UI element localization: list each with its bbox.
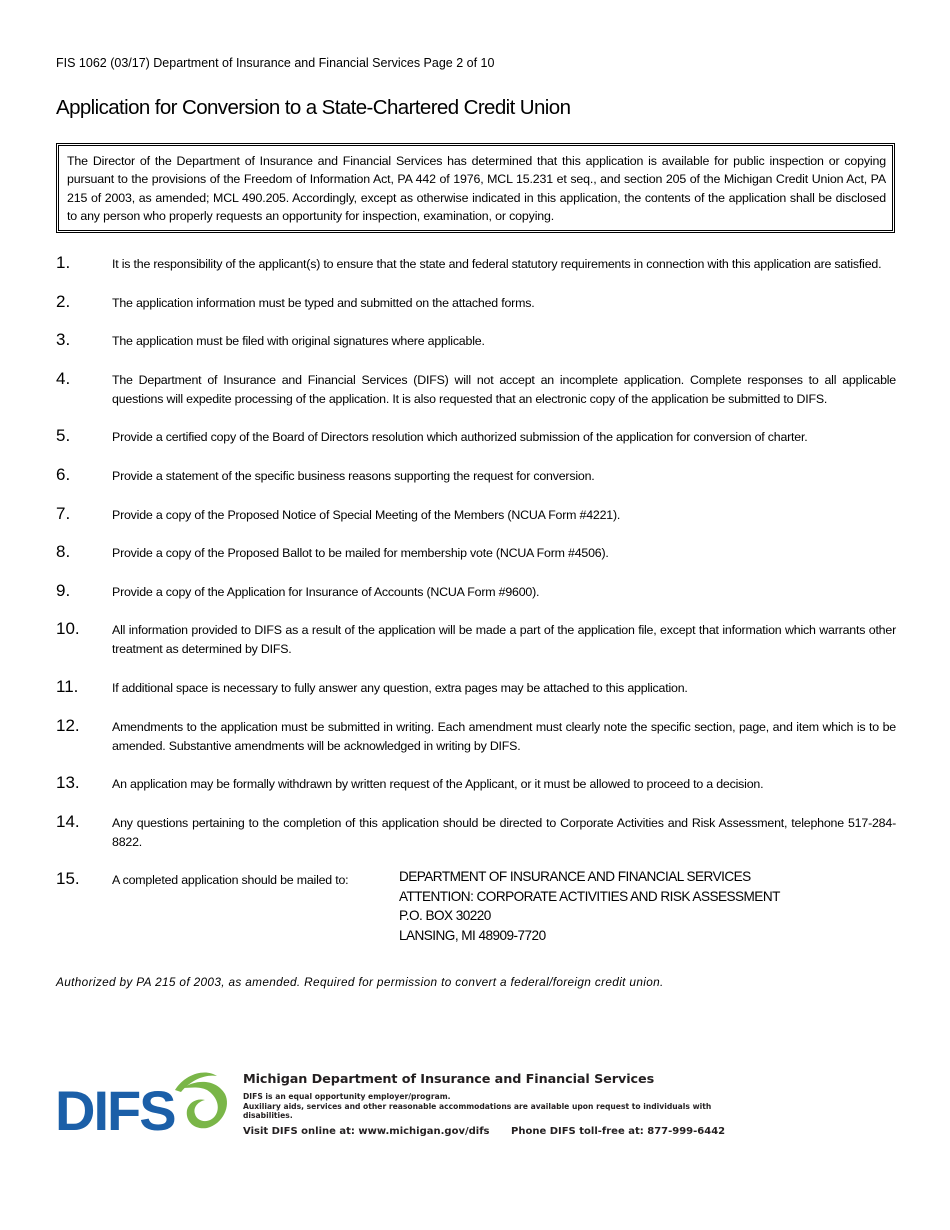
authorization-note: Authorized by PA 215 of 2003, as amended. Required for permission to convert a federal/foreign credit union. bbox=[56, 975, 664, 989]
item-number: 7. bbox=[56, 503, 71, 523]
item-number: 11. bbox=[56, 676, 79, 696]
list-item bbox=[56, 581, 896, 602]
list-item bbox=[56, 677, 896, 698]
logo-wordmark: DIFS bbox=[55, 1079, 175, 1136]
footer-heading: Michigan Department of Insurance and Financial Services bbox=[243, 1072, 655, 1087]
item-number: 6. bbox=[56, 464, 71, 484]
footer-phone: Phone DIFS toll-free at: 877-999-6442 bbox=[511, 1125, 726, 1137]
item-number: 9. bbox=[56, 580, 71, 600]
list-item-mailing bbox=[56, 869, 896, 945]
item-text: If additional space is necessary to fully answer any question, extra pages may be attached to this application. bbox=[112, 680, 688, 695]
list-item bbox=[56, 542, 896, 563]
list-item bbox=[56, 504, 896, 525]
list-item bbox=[56, 330, 896, 351]
address-line: DEPARTMENT OF INSURANCE AND FINANCIAL SERVICES bbox=[399, 869, 751, 885]
footer bbox=[55, 1066, 755, 1136]
page-title: Application for Conversion to a State-Chartered Credit Union bbox=[56, 96, 571, 119]
footer-text bbox=[243, 1072, 755, 1137]
item-text: The application information must be typed and submitted on the attached forms. bbox=[112, 295, 535, 310]
item-text: Provide a certified copy of the Board of Directors resolution which authorized submission of the application for conversion of charter. bbox=[112, 430, 808, 445]
item-number: 15. bbox=[56, 869, 80, 889]
item-text: It is the responsibility of the applicant(s) to ensure that the state and federal statutory requirements in connection with this application are satisfied. bbox=[112, 257, 882, 271]
item-number: 2. bbox=[56, 291, 71, 311]
item-text: An application may be formally withdrawn by written request of the Applicant, or it must be allowed to proceed to a decision. bbox=[112, 777, 764, 792]
mailing-label: A completed application should be mailed to: bbox=[112, 873, 349, 888]
list-item bbox=[56, 465, 896, 486]
address-line: P.O. BOX 30220 bbox=[399, 908, 491, 924]
item-number: 8. bbox=[56, 542, 71, 562]
item-number: 5. bbox=[56, 426, 71, 446]
form-header: FIS 1062 (03/17) Department of Insurance and Financial Services Page 2 of 10 bbox=[56, 56, 495, 70]
difs-logo bbox=[55, 1066, 235, 1136]
footer-eeo-line: DIFS is an equal opportunity employer/program. bbox=[243, 1092, 451, 1101]
item-number: 1. bbox=[56, 253, 71, 272]
footer-website: Visit DIFS online at: www.michigan.gov/difs bbox=[243, 1125, 490, 1137]
item-text: All information provided to DIFS as a result of the application will be made a part of the application file, except that information which warrants other treatment as determined by DIFS. bbox=[112, 623, 896, 657]
list-item bbox=[56, 619, 896, 659]
item-text: Provide a copy of the Proposed Ballot to be mailed for membership vote (NCUA Form #4506). bbox=[112, 546, 609, 561]
footer-accommodations-line: Auxiliary aids, services and other reasonable accommodations are available upon request to individuals with disabilities. bbox=[243, 1101, 712, 1120]
list-item bbox=[56, 716, 896, 756]
mailing-address bbox=[399, 867, 780, 945]
item-number: 3. bbox=[56, 330, 71, 350]
logo-swirl-icon bbox=[183, 1082, 227, 1128]
address-line: ATTENTION: CORPORATE ACTIVITIES AND RISK ASSESSMENT bbox=[399, 888, 780, 904]
item-text: Provide a copy of the Proposed Notice of Special Meeting of the Members (NCUA Form #4221). bbox=[112, 507, 621, 522]
footer-contact bbox=[243, 1126, 755, 1137]
item-text: Provide a copy of the Application for Insurance of Accounts (NCUA Form #9600). bbox=[112, 584, 540, 599]
item-number: 12. bbox=[56, 715, 80, 735]
item-number: 14. bbox=[56, 811, 80, 831]
instructions-list bbox=[56, 253, 896, 963]
item-text: Any questions pertaining to the completion of this application should be directed to Corporate Activities and Risk Assessment, telephone 517-284-8822. bbox=[112, 815, 896, 849]
list-item bbox=[56, 773, 896, 794]
item-text: The Department of Insurance and Financial Services (DIFS) will not accept an incomplete application. Complete responses to all applicable questions will expedite processing of the application. It is also requested that an electronic copy of the application be submitted to DIFS. bbox=[112, 372, 896, 406]
item-number: 13. bbox=[56, 773, 80, 793]
list-item bbox=[56, 812, 896, 852]
foia-notice-box: The Director of the Department of Insurance and Financial Services has determined that this application is available for public inspection or copying pursuant to the provisions of the Freedom of Information Act, PA 442 of 1976, MCL 15.231 et seq., and section 205 of the Michigan Credit Union Act, PA 215 of 2003, as amended; MCL 490.205. Accordingly, except as otherwise indicated in this application, the contents of the application shall be disclosed to any person who properly requests an opportunity for inspection, examination, or copying. bbox=[56, 143, 895, 233]
item-text: The application must be filed with original signatures where applicable. bbox=[112, 334, 485, 349]
item-text: Provide a statement of the specific business reasons supporting the request for conversion. bbox=[112, 468, 595, 483]
item-number: 4. bbox=[56, 368, 71, 388]
list-item bbox=[56, 426, 896, 447]
list-item bbox=[56, 369, 896, 409]
list-item bbox=[56, 253, 896, 274]
item-number: 10. bbox=[56, 619, 80, 639]
item-text: Amendments to the application must be submitted in writing. Each amendment must clearly note the specific section, page, and item which is to be amended. Substantive amendments will be acknowledged in writing by DIFS. bbox=[112, 719, 896, 753]
address-line: LANSING, MI 48909-7720 bbox=[399, 927, 546, 943]
list-item bbox=[56, 292, 896, 313]
